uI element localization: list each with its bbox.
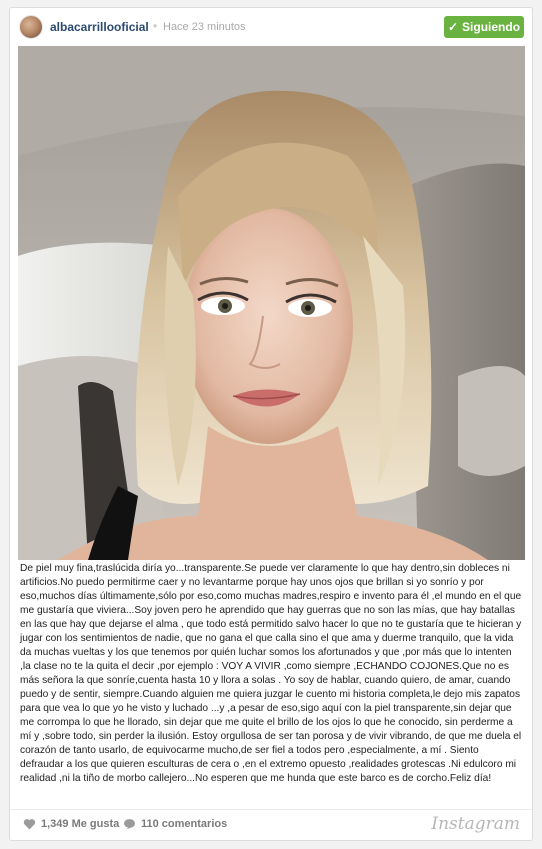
check-icon: ✓ <box>447 20 459 34</box>
post-header <box>10 8 532 46</box>
username-link[interactable]: albacarrillooficial <box>50 20 149 34</box>
likes-label: 1,349 Me gusta <box>41 818 120 830</box>
instagram-logo[interactable]: Instagram <box>431 814 520 834</box>
following-button[interactable] <box>444 16 524 38</box>
post-footer <box>10 809 532 840</box>
avatar[interactable] <box>19 15 43 39</box>
comment-icon <box>123 818 136 830</box>
comments-count[interactable] <box>123 818 227 830</box>
comments-label: 110 comentarios <box>141 818 228 830</box>
likes-count[interactable] <box>23 818 119 830</box>
instagram-post-card <box>9 7 533 841</box>
following-label: Siguiendo <box>462 20 521 34</box>
post-timestamp[interactable]: Hace 23 minutos <box>163 21 246 33</box>
post-photo[interactable] <box>18 46 525 560</box>
heart-icon <box>23 818 36 830</box>
separator-dot: • <box>153 19 158 33</box>
post-caption: De piel muy fina,traslúcida diría yo...transparente.Se puede ver claramente lo que hay dentro,sin dobleces ni artificios.No puedo permitirme caer y no levantarme porque hay unos ojos que brillan si yo sonrío y por eso,muchos días últimamente,sólo por eso,como muchas madres,respiro e invento para él ,el mundo en el que me gustaría que viviera...Soy joven pero he aprendido que hay guerras que no son las mías, que hay batallas en las que hay que dejarse el alma , que todo está permitido salvo hacer lo que no te gustaría que te hicieran y jugar con los sentimientos de nadie, que no gana el que calla sino el que ama y duerme tranquilo, que la vida da muchas vueltas y los que tenemos por quién luchar somos los afortunados y que ,por más que lo intenten ,la clase no te la quita el decir ,por ejemplo : VOY A VIVIR ,como siempre ,ECHANDO COJONES.Que no es más señora la que sonríe,cuenta hasta 10 y llora a solas . Yo soy de hablar, cuando quiero, de amar, cuando puedo y de sentir, siempre.Cuando alguien me quiera juzgar le cuento mi historia completa,le dejo mis zapatos para que vea lo que yo he visto y luchado ...y ,a pesar de eso,sigo aquí con la piel transparente,sin dejar que me corrompa lo que he llorado, sin dejar que me quite el brillo de los ojos lo que he conocido, sin perderme a mí y ,sobre todo, sin perder la ilusión. Estoy orgullosa de ser tan porosa y de vivir vibrando, de que me duela el corazón de tanto usarlo, de equivocarme mucho,de ser fiel a todos pero ,especialmente, a mí . Siento defraudar a los que quieren esculturas de cera o ,en el extremo opuesto ,realidades grotescas .Ni edulcoro mi realidad ,ni la tiño de morbo callejero...No esperen que me hunda que este barco es de corcho.Feliz día! <box>20 563 522 784</box>
